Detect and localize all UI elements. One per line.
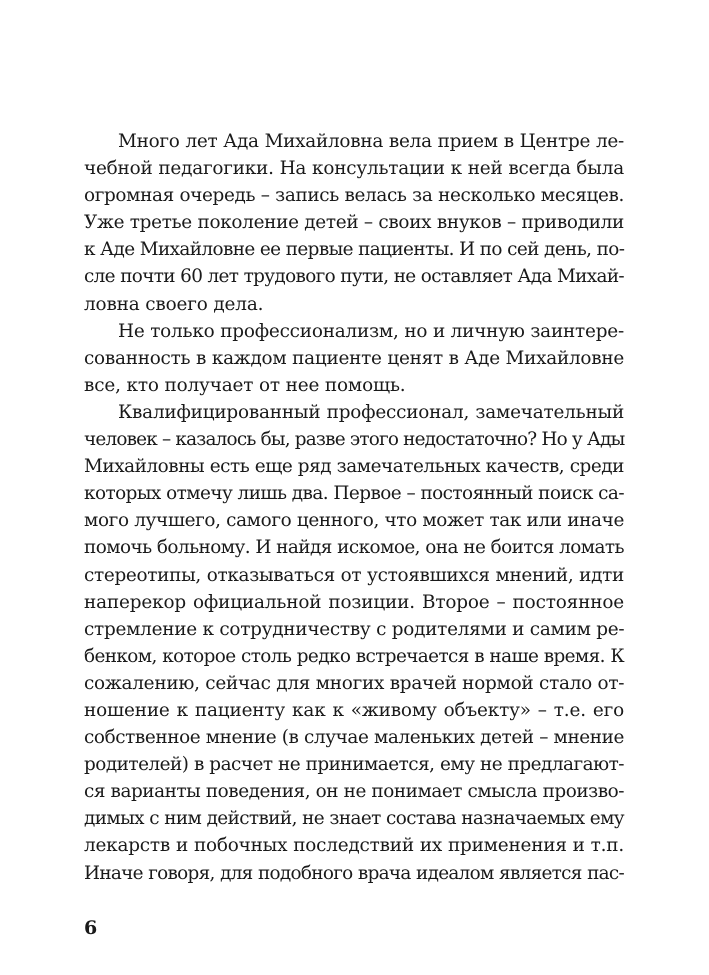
- text-line: чебной педагогики. На консультации к ней всегда была: [84, 158, 624, 180]
- text-line: бенком, которое столь редко встречается в наше время. К: [84, 645, 624, 667]
- text-line: ношение к пациенту как к «живому объекту» – т.е. его: [84, 699, 624, 721]
- paragraph: [84, 128, 624, 318]
- text-line: огромная очередь – запись велась за несколько месяцев.: [84, 185, 624, 207]
- text-line: Квалифицированный профессионал, замечательный: [118, 401, 624, 423]
- body-text: [84, 128, 624, 887]
- text-line: лекарств и побочных последствий их применения и т.п.: [84, 835, 624, 857]
- text-line: ся варианты поведения, он не понимает смысла произво-: [84, 781, 624, 803]
- text-line: сле почти 60 лет трудового пути, не оставляет Ада Михай-: [84, 266, 624, 288]
- text-line: Много лет Ада Михайловна вела прием в Центре ле-: [118, 131, 624, 152]
- text-line: Не только профессионализм, но и личную заинтере-: [118, 320, 624, 342]
- text-line: мого лучшего, самого ценного, что может так или иначе: [84, 510, 624, 532]
- text-line: которых отмечу лишь два. Первое – постоянный поиск са-: [84, 483, 624, 505]
- text-line: помочь больному. И найдя искомое, она не боится ломать: [84, 537, 624, 559]
- text-line: к Аде Михайловне ее первые пациенты. И по сей день, по-: [84, 239, 625, 261]
- text-line: стремление к сотрудничеству с родителями и самим ре-: [84, 618, 625, 640]
- text-line: стереотипы, отказываться от устоявшихся мнений, идти: [84, 564, 624, 586]
- text-line: родителей) в расчет не принимается, ему не предлагают-: [84, 754, 624, 776]
- page-number: 6: [84, 917, 98, 939]
- text-line: собственное мнение (в случае маленьких детей – мнение: [84, 727, 624, 749]
- text-line: Михайловны есть еще ряд замечательных качеств, среди: [84, 456, 624, 478]
- paragraph: [84, 399, 624, 887]
- paragraph: [84, 318, 624, 399]
- text-line: Иначе говоря, для подобного врача идеалом является пас-: [84, 862, 624, 884]
- text-line: сожалению, сейчас для многих врачей нормой стало от-: [84, 672, 625, 694]
- text-line: человек – казалось бы, разве этого недостаточно? Но у Ады: [84, 429, 625, 451]
- text-line: наперекор официальной позиции. Второе – постоянное: [84, 591, 624, 613]
- text-line: ловна своего дела.: [84, 293, 264, 315]
- text-line: все, кто получает от нее помощь.: [84, 374, 406, 396]
- text-line: сованность в каждом пациенте ценят в Аде Михайловне: [84, 347, 624, 369]
- text-line: Уже третье поколение детей – своих внуков – приводили: [84, 212, 624, 234]
- text-line: димых с ним действий, не знает состава назначаемых ему: [84, 808, 624, 830]
